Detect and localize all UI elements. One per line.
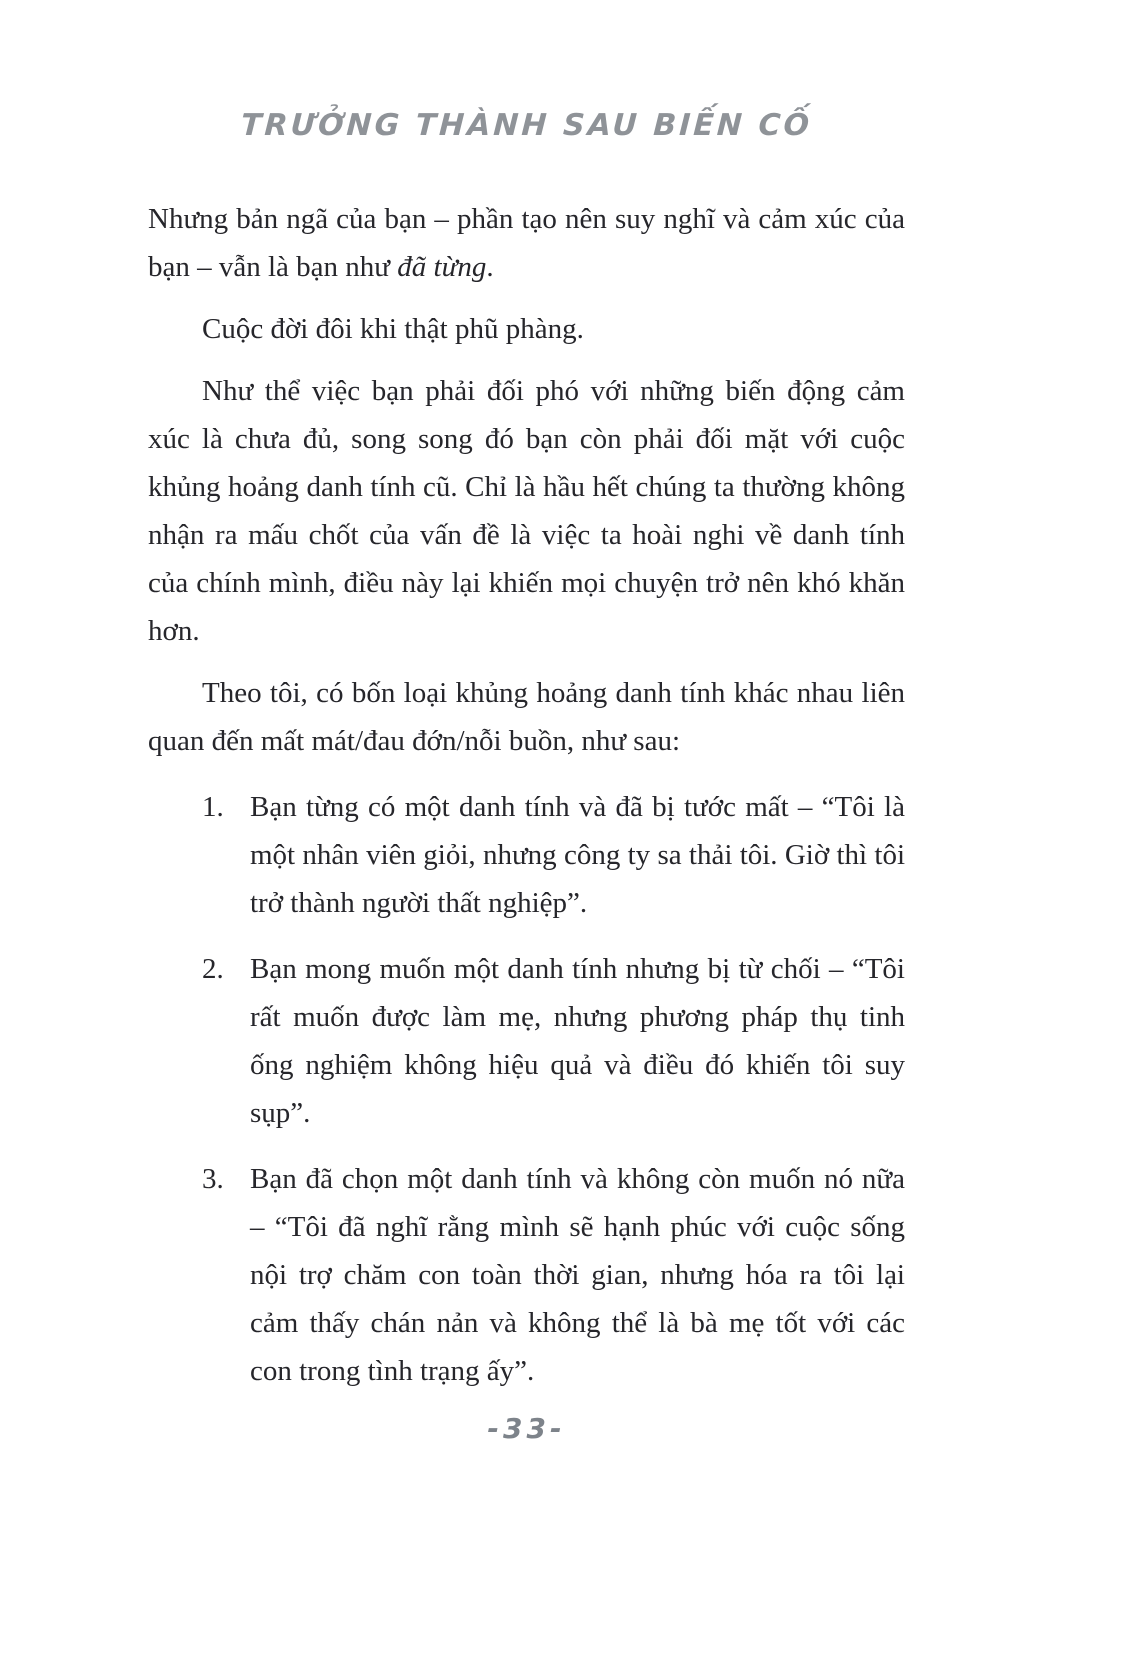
list-item [148, 945, 905, 1137]
paragraph: Như thể việc bạn phải đối phó với những biến động cảm xúc là chưa đủ, song song đó bạn còn phải đối mặt với cuộc khủng hoảng danh tính cũ. Chỉ là hầu hết chúng ta thường không nhận ra mấu chốt của vấn đề là việc ta hoài nghi về danh tính của chính mình, điều này lại khiến mọi chuyện trở nên khó khăn hơn. [148, 375, 905, 647]
numbered-list [148, 783, 905, 1395]
paragraph: Cuộc đời đôi khi thật phũ phàng. [202, 313, 584, 345]
list-item [148, 783, 905, 927]
list-item-text: Bạn từng có một danh tính và đã bị tước mất – “Tôi là một nhân viên giỏi, nhưng công ty sa thải tôi. Giờ thì tôi trở thành người thất nghiệp”. [250, 791, 905, 919]
list-item-text: Bạn đã chọn một danh tính và không còn muốn nó nữa – “Tôi đã nghĩ rằng mình sẽ hạnh phúc với cuộc sống nội trợ chăm con toàn thời gian, nhưng hóa ra tôi lại cảm thấy chán nản và không thể là bà mẹ tốt với các con trong tình trạng ấy”. [250, 1163, 905, 1387]
paragraph-text: . [486, 251, 494, 283]
list-item-number: 1. [202, 791, 224, 823]
paragraph [148, 195, 905, 291]
list-item-number: 2. [202, 953, 224, 985]
list-item [148, 1155, 905, 1395]
list-item-number: 3. [202, 1163, 224, 1195]
paragraph: Theo tôi, có bốn loại khủng hoảng danh tính khác nhau liên quan đến mất mát/đau đớn/nỗi buồn, như sau: [148, 677, 905, 757]
list-item-text: Bạn mong muốn một danh tính nhưng bị từ chối – “Tôi rất muốn được làm mẹ, nhưng phương pháp thụ tinh ống nghiệm không hiệu quả và điều đó khiến tôi suy sụp”. [250, 953, 905, 1129]
paragraph-italic-phrase: đã từng [397, 251, 487, 283]
paragraph-text: Nhưng bản ngã của bạn – phần tạo nên suy nghĩ và cảm xúc của bạn – vẫn là bạn như [148, 203, 905, 283]
page-body [148, 195, 905, 1395]
running-head-title: TRƯỞNG THÀNH SAU BIẾN CỐ [240, 108, 813, 143]
page-number: -33- [487, 1412, 566, 1445]
